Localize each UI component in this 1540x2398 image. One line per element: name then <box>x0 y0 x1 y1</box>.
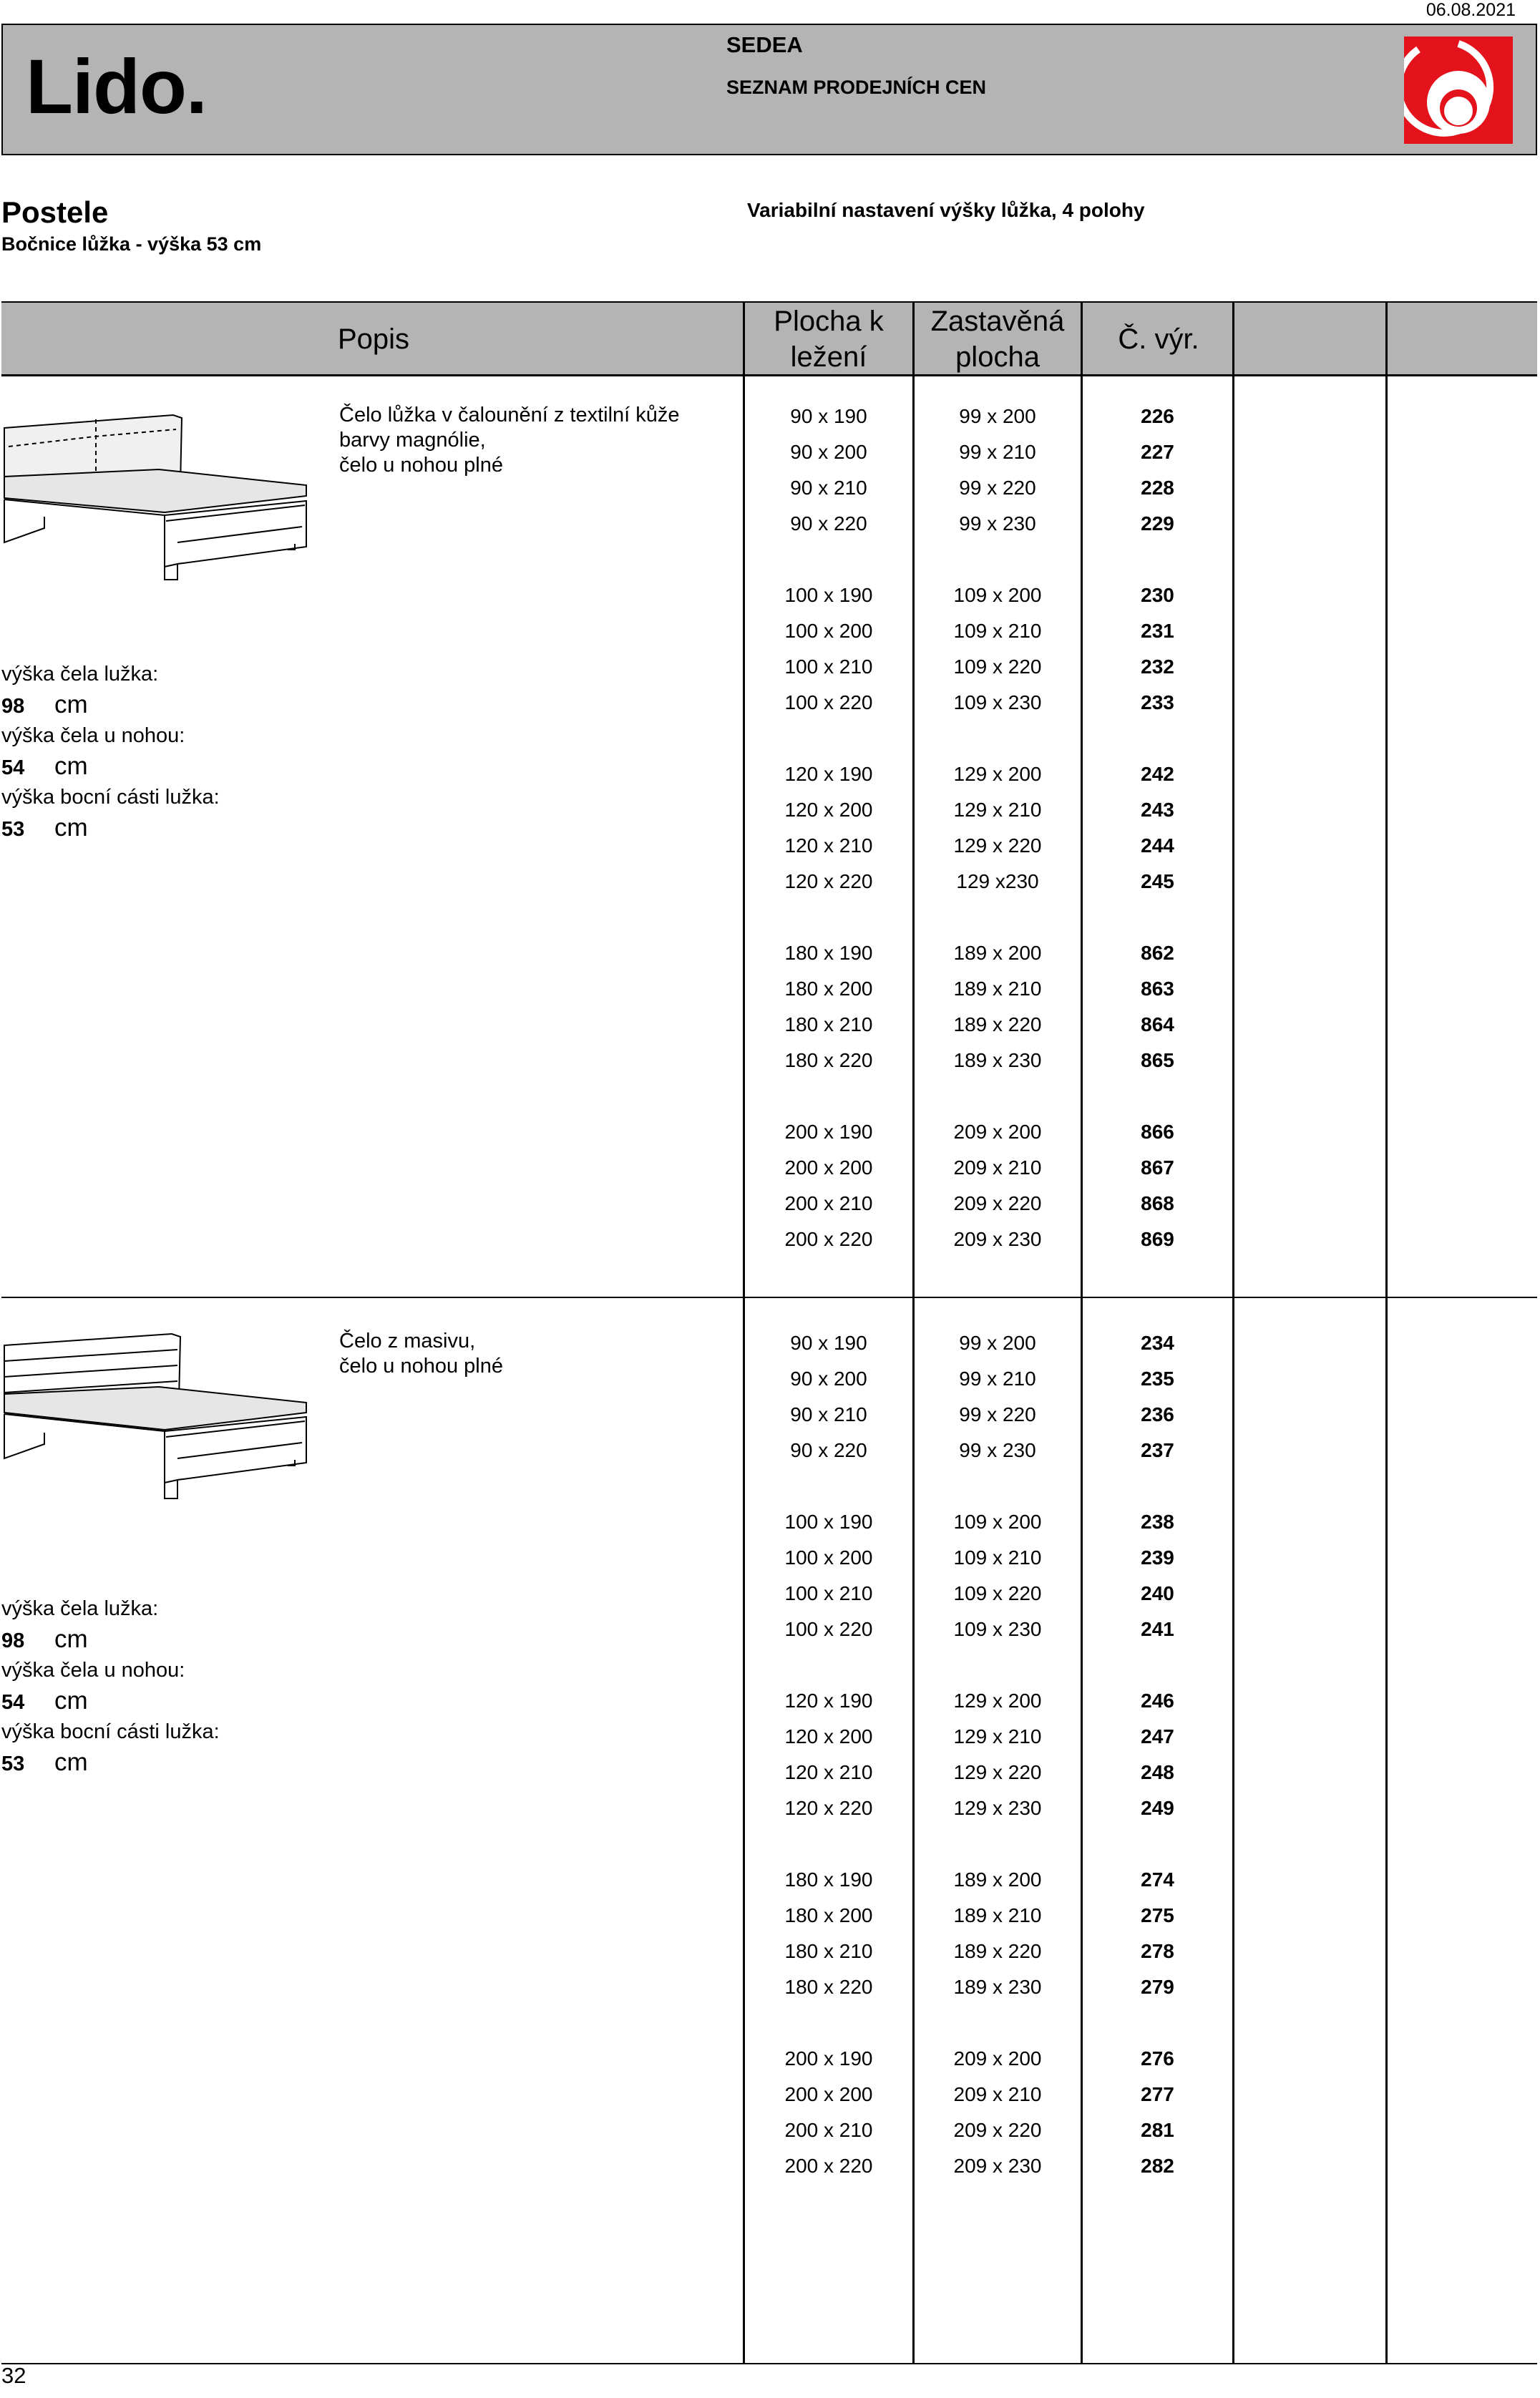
footprint-cell: 99 x 200 <box>959 1332 1036 1354</box>
dimension-unit: cm <box>54 1686 88 1715</box>
section-2-dimensions <box>1 1594 220 1779</box>
dimension-value-row <box>1 1686 220 1718</box>
sleeping-area-cell: 120 x 190 <box>784 763 873 785</box>
footprint-cell: 109 x 210 <box>953 620 1042 642</box>
brand-title: Lido. <box>26 43 207 130</box>
description-line: Čelo lůžka v čalounění z textilní kůže barvy magnólie, čelo u nohou plné <box>339 404 680 477</box>
article-number-cell: 248 <box>1141 1761 1174 1783</box>
footprint-cell: 209 x 200 <box>953 1121 1042 1143</box>
dimension-value-row <box>1 1624 220 1657</box>
dimension-value: 53 <box>1 1752 25 1775</box>
article-number-cell: 245 <box>1141 870 1174 892</box>
sleeping-area-cell: 90 x 190 <box>790 1332 867 1354</box>
footprint-cell: 189 x 220 <box>953 1013 1042 1035</box>
footprint-cell: 129 x 220 <box>953 834 1042 857</box>
sleeping-area-cell: 90 x 210 <box>790 1403 867 1425</box>
footprint-cell: 109 x 210 <box>953 1546 1042 1569</box>
article-number-cell: 277 <box>1141 2083 1174 2105</box>
dimension-label: výška bocní cásti lužka: <box>1 786 220 809</box>
article-number-cell: 249 <box>1141 1797 1174 1819</box>
category-note: Variabilní nastavení výšky lůžka, 4 polohy <box>747 199 1145 221</box>
footprint-cell: 209 x 230 <box>953 1228 1042 1250</box>
column-divider <box>1081 301 1083 2364</box>
section-1-dimensions <box>1 660 220 844</box>
section-divider <box>1 1297 1537 1298</box>
sleeping-area-cell: 100 x 210 <box>784 655 873 678</box>
article-number-cell: 233 <box>1141 691 1174 713</box>
header-plocha-lezeni: Plocha k ležení <box>774 305 884 373</box>
bed-upholstered-headboard-illustration <box>1 414 309 581</box>
column-divider <box>912 301 915 2364</box>
dimension-label: výška bocní cásti lužka: <box>1 1720 220 1743</box>
article-number-cell: 235 <box>1141 1368 1174 1390</box>
footprint-cell: 209 x 220 <box>953 1192 1042 1214</box>
dimension-unit: cm <box>54 1624 88 1653</box>
footprint-cell: 99 x 230 <box>959 1439 1036 1461</box>
print-date: 06.08.2021 <box>1426 0 1516 20</box>
article-number-cell: 275 <box>1141 1904 1174 1926</box>
column-divider <box>743 301 745 2364</box>
dimension-label: výška čela u nohou: <box>1 724 185 747</box>
article-number-cell: 228 <box>1141 477 1174 499</box>
footprint-cell: 209 x 210 <box>953 2083 1042 2105</box>
sleeping-area-cell: 100 x 190 <box>784 584 873 606</box>
column-divider <box>1232 301 1234 2364</box>
footprint-cell: 189 x 220 <box>953 1940 1042 1962</box>
footprint-cell: 209 x 230 <box>953 2155 1042 2177</box>
footprint-cell: 99 x 210 <box>959 441 1036 463</box>
dimension-label: výška čela lužka: <box>1 1597 159 1620</box>
sleeping-area-cell: 120 x 200 <box>784 799 873 821</box>
sleeping-area-cell: 90 x 200 <box>790 441 867 463</box>
footprint-cell: 99 x 230 <box>959 512 1036 535</box>
article-number-cell: 227 <box>1141 441 1174 463</box>
dimension-value-row <box>1 1748 220 1780</box>
footprint-cell: 129 x 200 <box>953 763 1042 785</box>
article-number-cell: 246 <box>1141 1690 1174 1712</box>
article-number-cell: 226 <box>1141 405 1174 427</box>
article-number-cell: 230 <box>1141 584 1174 606</box>
footprint-cell: 109 x 200 <box>953 584 1042 606</box>
sleeping-area-cell: 180 x 200 <box>784 1904 873 1926</box>
article-number-cell: 281 <box>1141 2119 1174 2141</box>
sleeping-area-cell: 200 x 210 <box>784 2119 873 2141</box>
article-number-cell: 231 <box>1141 620 1174 642</box>
sleeping-area-cell: 100 x 220 <box>784 691 873 713</box>
dimension-unit: cm <box>54 751 88 780</box>
article-number-cell: 865 <box>1141 1049 1174 1071</box>
footprint-cell: 189 x 210 <box>953 978 1042 1000</box>
article-number-cell: 862 <box>1141 942 1174 964</box>
footprint-cell: 99 x 220 <box>959 477 1036 499</box>
article-number-cell: 239 <box>1141 1546 1174 1569</box>
sleeping-area-cell: 90 x 220 <box>790 1439 867 1461</box>
sleeping-area-cell: 180 x 210 <box>784 1013 873 1035</box>
article-number-cell: 237 <box>1141 1439 1174 1461</box>
sleeping-area-cell: 90 x 220 <box>790 512 867 535</box>
article-number-cell: 867 <box>1141 1156 1174 1179</box>
footprint-cell: 209 x 210 <box>953 1156 1042 1179</box>
footprint-cell: 129 x 210 <box>953 799 1042 821</box>
article-number-cell: 276 <box>1141 2047 1174 2070</box>
article-number-cell: 278 <box>1141 1940 1174 1962</box>
dimension-value: 54 <box>1 756 25 779</box>
sleeping-area-cell: 180 x 200 <box>784 978 873 1000</box>
sleeping-area-cell: 200 x 220 <box>784 1228 873 1250</box>
sleeping-area-cell: 180 x 220 <box>784 1049 873 1071</box>
article-number-cell: 229 <box>1141 512 1174 535</box>
sleeping-area-cell: 100 x 210 <box>784 1582 873 1604</box>
section-2-description <box>339 1329 503 1379</box>
sleeping-area-cell: 200 x 200 <box>784 2083 873 2105</box>
sleeping-area-cell: 200 x 190 <box>784 1121 873 1143</box>
sleeping-area-cell: 120 x 200 <box>784 1725 873 1748</box>
dimension-value-row <box>1 690 220 722</box>
footprint-cell: 129 x 220 <box>953 1761 1042 1783</box>
article-number-cell: 869 <box>1141 1228 1174 1250</box>
footprint-cell: 109 x 220 <box>953 655 1042 678</box>
footprint-cell: 129 x 210 <box>953 1725 1042 1748</box>
article-number-cell: 279 <box>1141 1976 1174 1998</box>
footprint-cell: 209 x 200 <box>953 2047 1042 2070</box>
article-number-cell: 866 <box>1141 1121 1174 1143</box>
footprint-cell: 189 x 200 <box>953 942 1042 964</box>
article-number-cell: 232 <box>1141 655 1174 678</box>
section-1-description <box>339 403 680 478</box>
dimension-unit: cm <box>54 690 88 718</box>
footprint-cell: 189 x 230 <box>953 1049 1042 1071</box>
sleeping-area-cell: 120 x 190 <box>784 1690 873 1712</box>
footprint-cell: 209 x 220 <box>953 2119 1042 2141</box>
sleeping-area-cell: 200 x 200 <box>784 1156 873 1179</box>
dimension-value-row <box>1 751 220 784</box>
article-number-cell: 238 <box>1141 1511 1174 1533</box>
column-divider <box>1385 301 1388 2364</box>
footprint-cell: 189 x 230 <box>953 1976 1042 1998</box>
article-number-cell: 863 <box>1141 978 1174 1000</box>
sleeping-area-cell: 100 x 200 <box>784 1546 873 1569</box>
footprint-cell: 189 x 200 <box>953 1868 1042 1891</box>
sleeping-area-cell: 90 x 210 <box>790 477 867 499</box>
sleeping-area-cell: 120 x 220 <box>784 870 873 892</box>
sleeping-area-cell: 180 x 190 <box>784 1868 873 1891</box>
article-number-cell: 242 <box>1141 763 1174 785</box>
dimension-value-row <box>1 813 220 845</box>
sleeping-area-cell: 180 x 220 <box>784 1976 873 1998</box>
footprint-cell: 109 x 230 <box>953 1618 1042 1640</box>
sleeping-area-cell: 120 x 220 <box>784 1797 873 1819</box>
description-line: Čelo z masivu, čelo u nohou plné <box>339 1330 503 1378</box>
sleeping-area-cell: 120 x 210 <box>784 1761 873 1783</box>
article-number-cell: 282 <box>1141 2155 1174 2177</box>
bed-solid-wood-headboard-illustration <box>1 1332 309 1500</box>
article-number-cell: 243 <box>1141 799 1174 821</box>
article-number-cell: 274 <box>1141 1868 1174 1891</box>
header-zastavena-plocha: Zastavěná plocha <box>930 305 1065 373</box>
footprint-cell: 109 x 200 <box>953 1511 1042 1533</box>
sleeping-area-cell: 200 x 190 <box>784 2047 873 2070</box>
sleeping-area-cell: 100 x 190 <box>784 1511 873 1533</box>
article-number-cell: 234 <box>1141 1332 1174 1354</box>
article-number-cell: 241 <box>1141 1618 1174 1640</box>
article-number-cell: 240 <box>1141 1582 1174 1604</box>
category-subtitle: Bočnice lůžka - výška 53 cm <box>1 233 262 255</box>
footprint-cell: 129 x230 <box>956 870 1039 892</box>
table-bottom-line <box>1 2363 1537 2364</box>
article-number-cell: 244 <box>1141 834 1174 857</box>
sleeping-area-cell: 200 x 210 <box>784 1192 873 1214</box>
sleeping-area-cell: 180 x 190 <box>784 942 873 964</box>
sleeping-area-cell: 100 x 200 <box>784 620 873 642</box>
dimension-label: výška čela u nohou: <box>1 1659 185 1682</box>
footprint-cell: 109 x 230 <box>953 691 1042 713</box>
sleeping-area-cell: 200 x 220 <box>784 2155 873 2177</box>
page-number: 32 <box>1 2363 26 2388</box>
dimension-value: 98 <box>1 1629 25 1652</box>
article-number-cell: 864 <box>1141 1013 1174 1035</box>
document-title: SEZNAM PRODEJNÍCH CEN <box>726 77 987 98</box>
sleeping-area-cell: 90 x 200 <box>790 1368 867 1390</box>
footprint-cell: 99 x 200 <box>959 405 1036 427</box>
sleeping-area-cell: 120 x 210 <box>784 834 873 857</box>
dimension-unit: cm <box>54 1748 88 1776</box>
header-popis: Popis <box>338 323 410 355</box>
dimension-value: 54 <box>1 1690 25 1714</box>
footprint-cell: 109 x 220 <box>953 1582 1042 1604</box>
dimension-value: 98 <box>1 694 25 718</box>
article-number-cell: 247 <box>1141 1725 1174 1748</box>
footprint-cell: 189 x 210 <box>953 1904 1042 1926</box>
sleeping-area-cell: 180 x 210 <box>784 1940 873 1962</box>
footprint-cell: 99 x 210 <box>959 1368 1036 1390</box>
article-number-cell: 236 <box>1141 1403 1174 1425</box>
footprint-cell: 129 x 200 <box>953 1690 1042 1712</box>
header-cislo-vyrobku: Č. výr. <box>1118 323 1199 355</box>
sleeping-area-cell: 100 x 220 <box>784 1618 873 1640</box>
category-title: Postele <box>1 195 109 229</box>
company-name: SEDEA <box>726 32 803 57</box>
footprint-cell: 129 x 230 <box>953 1797 1042 1819</box>
company-logo <box>1404 36 1513 144</box>
article-number-cell: 868 <box>1141 1192 1174 1214</box>
dimension-value: 53 <box>1 817 25 841</box>
sleeping-area-cell: 90 x 190 <box>790 405 867 427</box>
dimension-unit: cm <box>54 813 88 842</box>
footprint-cell: 99 x 220 <box>959 1403 1036 1425</box>
dimension-label: výška čela lužka: <box>1 663 159 686</box>
